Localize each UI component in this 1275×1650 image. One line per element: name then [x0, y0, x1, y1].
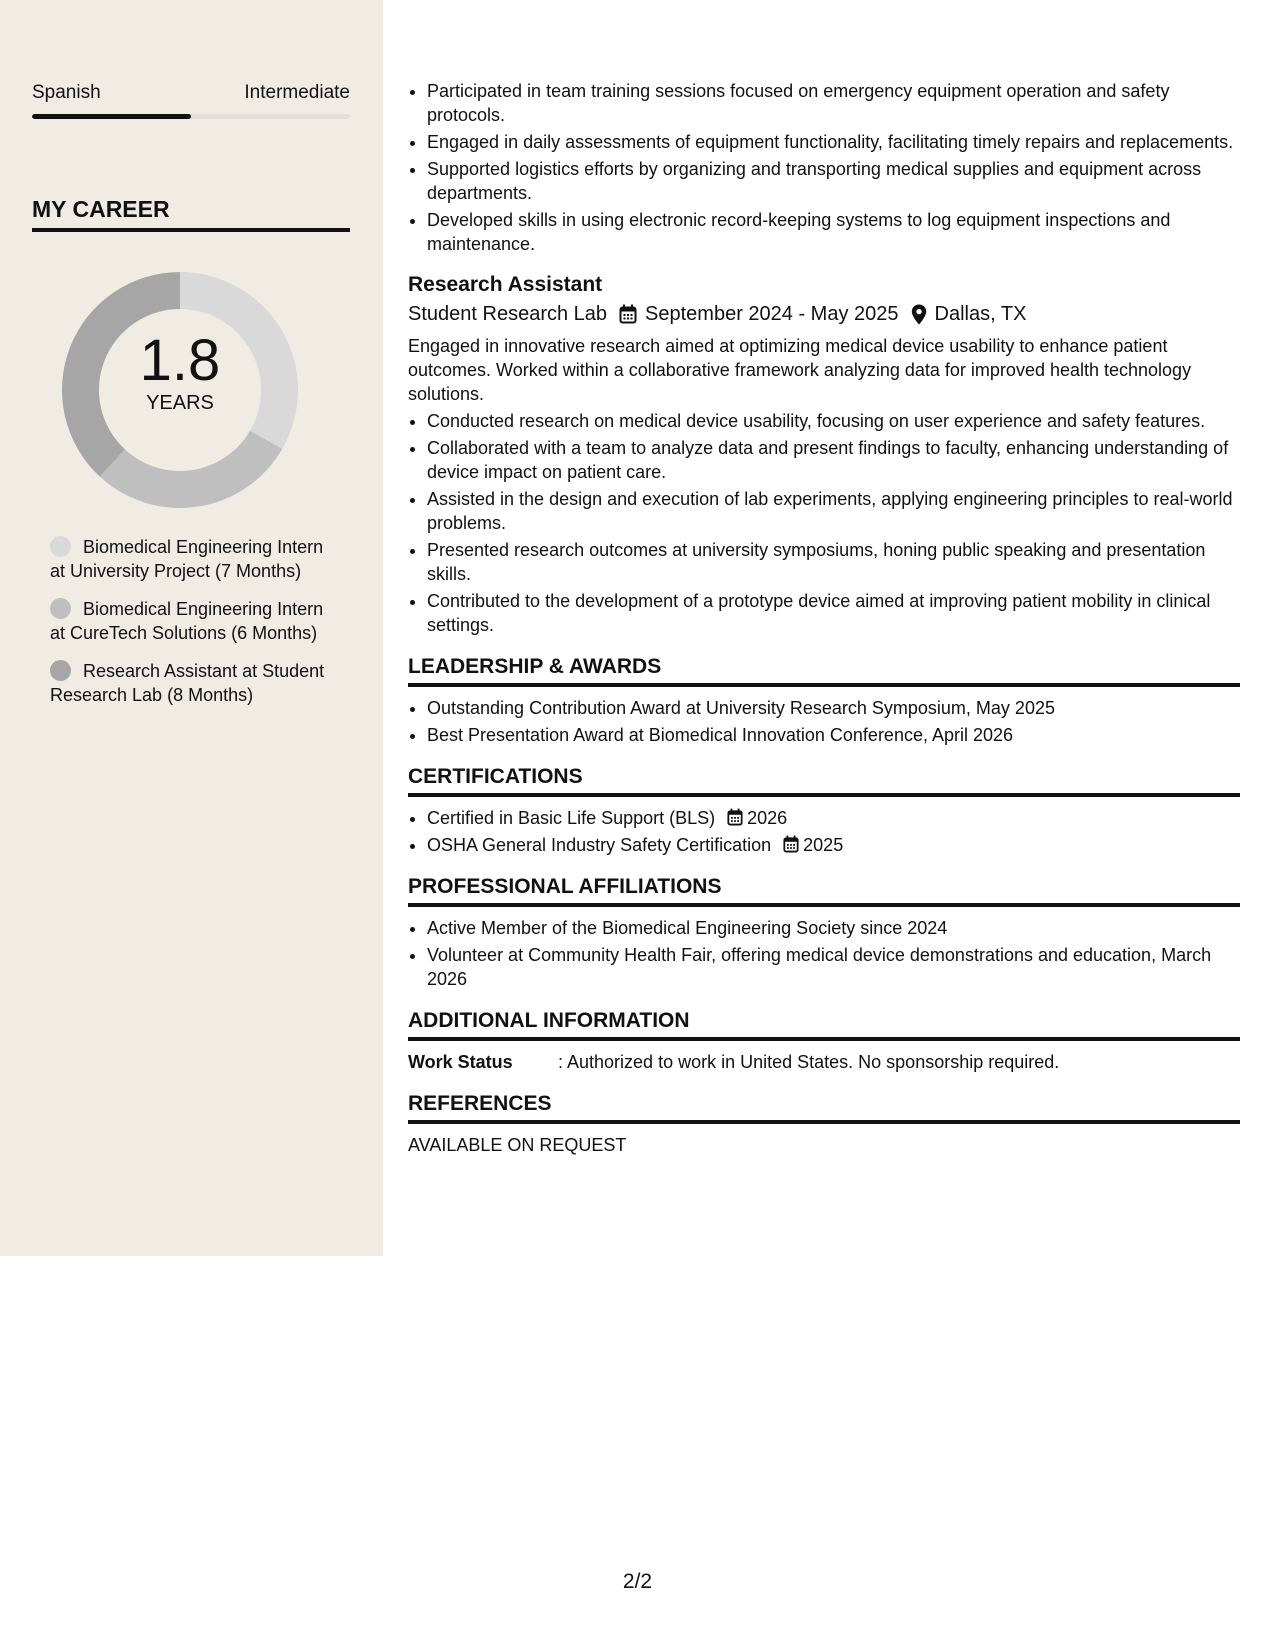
language-name: Spanish	[32, 82, 101, 103]
language-proficiency-bar	[32, 114, 350, 119]
career-legend-label: Biomedical Engineering Intern at CureTech Solutions (6 Months)	[50, 599, 324, 643]
job-bullets	[408, 409, 1240, 637]
work-status-row	[408, 1050, 1240, 1074]
job-dates: September 2024 - May 2025	[645, 303, 899, 325]
list-item: • Volunteer at Community Health Fair, offering medical device demonstrations and education, March 2026	[427, 943, 1240, 991]
certification-date	[727, 808, 787, 828]
certifications-heading: CERTIFICATIONS	[408, 765, 1240, 797]
certification-name: Certified in Basic Life Support (BLS)	[427, 808, 716, 828]
list-item: • Presented research outcomes at university symposiums, honing public speaking and presentation skills.	[427, 538, 1240, 586]
career-legend-item	[50, 659, 330, 707]
page-number: 2/2	[622, 1570, 653, 1593]
list-item: • Assisted in the design and execution of lab experiments, applying engineering principles to real-world problems.	[427, 487, 1240, 535]
calendar-icon	[619, 304, 637, 324]
job-title: Research Assistant	[408, 273, 603, 296]
job-location: Dallas, TX	[934, 303, 1027, 325]
certification-name: OSHA General Industry Safety Certification	[427, 835, 772, 855]
references-heading: REFERENCES	[408, 1092, 1240, 1124]
career-total-unit: YEARS	[146, 392, 214, 414]
location-pin-icon	[911, 304, 927, 325]
list-item: • Outstanding Contribution Award at University Research Symposium, May 2025	[427, 696, 1240, 720]
work-status-value: : Authorized to work in United States. No sponsorship required.	[558, 1052, 1060, 1072]
list-item	[427, 833, 1240, 857]
list-item: • Participated in team training sessions focused on emergency equipment operation and safety protocols.	[427, 79, 1240, 127]
affiliations-heading: PROFESSIONAL AFFILIATIONS	[408, 875, 1240, 907]
legend-dot-icon	[50, 598, 71, 619]
language-level: Intermediate	[244, 82, 350, 103]
career-legend-label: Biomedical Engineering Intern at University Project (7 Months)	[50, 537, 324, 581]
certification-year: 2025	[803, 835, 844, 855]
list-item: • Contributed to the development of a prototype device aimed at improving patient mobility in clinical settings.	[427, 589, 1240, 637]
list-item: • Supported logistics efforts by organizing and transporting medical supplies and equipment across departments.	[427, 157, 1240, 205]
additional-info-heading: ADDITIONAL INFORMATION	[408, 1009, 1240, 1041]
work-status-label: Work Status	[408, 1052, 513, 1072]
job-org: Student Research Lab	[408, 303, 608, 325]
list-item	[427, 806, 1240, 830]
list-item: • Conducted research on medical device usability, focusing on user experience and safety features.	[427, 409, 1240, 433]
list-item: • Active Member of the Biomedical Engineering Society since 2024	[427, 916, 1240, 940]
list-item: • Collaborated with a team to analyze data and present findings to faculty, enhancing understanding of device impact on patient care.	[427, 436, 1240, 484]
calendar-icon	[783, 835, 799, 853]
career-legend-item	[50, 597, 330, 645]
career-legend-label: Research Assistant at Student Research Lab (8 Months)	[50, 661, 325, 705]
main-content	[408, 79, 1240, 1157]
affiliations-list	[408, 916, 1240, 991]
job-description: Engaged in innovative research aimed at optimizing medical device usability to enhance patient outcomes. Worked within a collaborative framework analyzing data for improved health technology solutions.	[408, 336, 1192, 404]
leadership-list	[408, 696, 1240, 747]
legend-dot-icon	[50, 536, 71, 557]
references-text: AVAILABLE ON REQUEST	[408, 1135, 627, 1155]
language-row	[32, 82, 350, 104]
career-total-value: 1.8	[139, 328, 221, 393]
career-legend-item	[50, 535, 330, 583]
sidebar	[0, 0, 383, 1256]
career-legend	[50, 535, 330, 721]
certifications-list	[408, 806, 1240, 857]
career-heading: MY CAREER	[32, 196, 350, 232]
certification-year: 2026	[747, 808, 788, 828]
legend-dot-icon	[50, 660, 71, 681]
list-item: • Developed skills in using electronic record-keeping systems to log equipment inspections and maintenance.	[427, 208, 1240, 256]
calendar-icon	[727, 808, 743, 826]
job-meta	[408, 299, 1240, 329]
career-donut-segment-2	[100, 431, 282, 509]
leadership-heading: LEADERSHIP & AWARDS	[408, 655, 1240, 687]
certification-date	[783, 835, 843, 855]
career-donut-chart	[62, 272, 298, 508]
list-item: • Best Presentation Award at Biomedical Innovation Conference, April 2026	[427, 723, 1240, 747]
language-proficiency-fill	[32, 114, 191, 119]
previous-job-bullets	[408, 79, 1240, 256]
list-item: • Engaged in daily assessments of equipment functionality, facilitating timely repairs and replacements.	[427, 130, 1240, 154]
